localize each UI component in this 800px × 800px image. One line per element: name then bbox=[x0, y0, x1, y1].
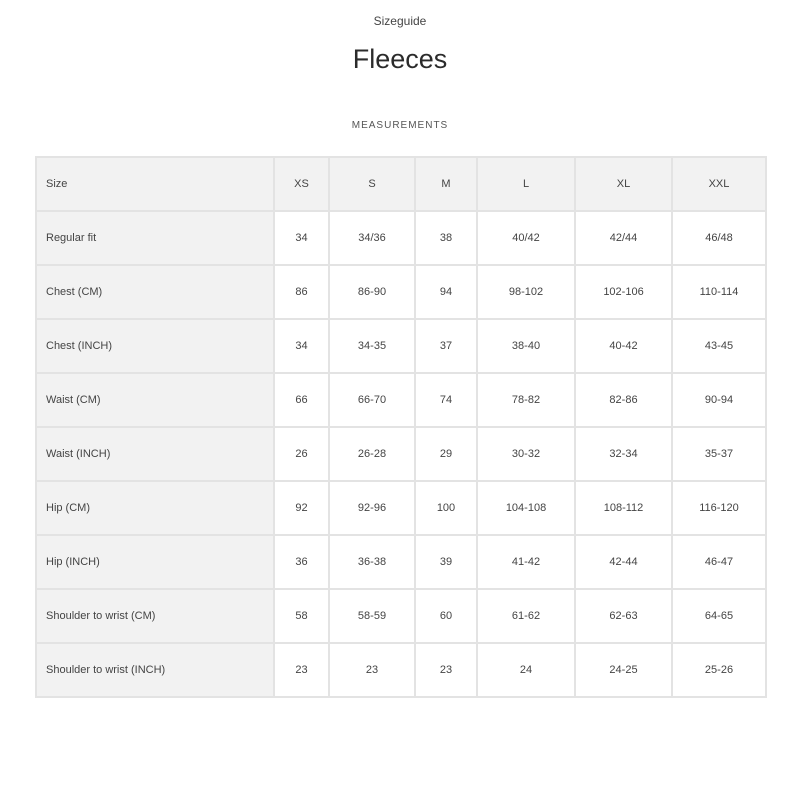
row-label: Waist (CM) bbox=[36, 373, 274, 427]
table-cell: 23 bbox=[415, 643, 477, 697]
size-header-m: M bbox=[415, 157, 477, 211]
table-row bbox=[36, 427, 766, 481]
table-cell: 41-42 bbox=[477, 535, 575, 589]
table-cell: 46-47 bbox=[672, 535, 766, 589]
table-row bbox=[36, 643, 766, 697]
table-cell: 39 bbox=[415, 535, 477, 589]
table-cell: 60 bbox=[415, 589, 477, 643]
table-cell: 34/36 bbox=[329, 211, 415, 265]
table-row bbox=[36, 589, 766, 643]
size-table bbox=[35, 156, 767, 698]
row-label: Shoulder to wrist (INCH) bbox=[36, 643, 274, 697]
table-row bbox=[36, 265, 766, 319]
table-cell: 100 bbox=[415, 481, 477, 535]
table-cell: 38-40 bbox=[477, 319, 575, 373]
table-cell: 32-34 bbox=[575, 427, 672, 481]
table-cell: 30-32 bbox=[477, 427, 575, 481]
table-cell: 66-70 bbox=[329, 373, 415, 427]
row-label: Waist (INCH) bbox=[36, 427, 274, 481]
row-label: Chest (CM) bbox=[36, 265, 274, 319]
table-cell: 26-28 bbox=[329, 427, 415, 481]
table-row bbox=[36, 211, 766, 265]
table-cell: 74 bbox=[415, 373, 477, 427]
table-cell: 38 bbox=[415, 211, 477, 265]
table-cell: 36 bbox=[274, 535, 329, 589]
table-header-row bbox=[36, 157, 766, 211]
table-cell: 42/44 bbox=[575, 211, 672, 265]
table-cell: 43-45 bbox=[672, 319, 766, 373]
table-cell: 92-96 bbox=[329, 481, 415, 535]
page-title: Fleeces bbox=[352, 44, 448, 74]
table-cell: 46/48 bbox=[672, 211, 766, 265]
size-header-xl: XL bbox=[575, 157, 672, 211]
size-header-xxl: XXL bbox=[672, 157, 766, 211]
row-label: Hip (INCH) bbox=[36, 535, 274, 589]
table-cell: 90-94 bbox=[672, 373, 766, 427]
table-cell: 64-65 bbox=[672, 589, 766, 643]
table-cell: 116-120 bbox=[672, 481, 766, 535]
table-cell: 25-26 bbox=[672, 643, 766, 697]
table-cell: 24-25 bbox=[575, 643, 672, 697]
table-cell: 102-106 bbox=[575, 265, 672, 319]
table-cell: 29 bbox=[415, 427, 477, 481]
table-cell: 42-44 bbox=[575, 535, 672, 589]
table-cell: 86-90 bbox=[329, 265, 415, 319]
table-cell: 86 bbox=[274, 265, 329, 319]
table-row bbox=[36, 319, 766, 373]
table-cell: 34 bbox=[274, 319, 329, 373]
table-cell: 62-63 bbox=[575, 589, 672, 643]
table-cell: 24 bbox=[477, 643, 575, 697]
sizeguide-eyebrow: Sizeguide bbox=[373, 14, 427, 28]
row-label: Shoulder to wrist (CM) bbox=[36, 589, 274, 643]
table-cell: 98-102 bbox=[477, 265, 575, 319]
table-cell: 35-37 bbox=[672, 427, 766, 481]
table-row bbox=[36, 535, 766, 589]
table-cell: 94 bbox=[415, 265, 477, 319]
table-cell: 26 bbox=[274, 427, 329, 481]
table-cell: 37 bbox=[415, 319, 477, 373]
measurements-heading: MEASUREMENTS bbox=[351, 120, 449, 131]
table-row bbox=[36, 481, 766, 535]
size-table-body bbox=[36, 157, 766, 697]
table-row bbox=[36, 373, 766, 427]
table-cell: 58 bbox=[274, 589, 329, 643]
table-cell: 40-42 bbox=[575, 319, 672, 373]
table-cell: 108-112 bbox=[575, 481, 672, 535]
table-cell: 104-108 bbox=[477, 481, 575, 535]
table-cell: 82-86 bbox=[575, 373, 672, 427]
table-cell: 40/42 bbox=[477, 211, 575, 265]
row-label: Hip (CM) bbox=[36, 481, 274, 535]
size-header-l: L bbox=[477, 157, 575, 211]
table-cell: 58-59 bbox=[329, 589, 415, 643]
table-cell: 61-62 bbox=[477, 589, 575, 643]
row-label: Chest (INCH) bbox=[36, 319, 274, 373]
table-cell: 34-35 bbox=[329, 319, 415, 373]
table-cell: 36-38 bbox=[329, 535, 415, 589]
table-cell: 66 bbox=[274, 373, 329, 427]
table-cell: 23 bbox=[329, 643, 415, 697]
size-header-xs: XS bbox=[274, 157, 329, 211]
size-header-s: S bbox=[329, 157, 415, 211]
corner-label: Size bbox=[36, 157, 274, 211]
row-label: Regular fit bbox=[36, 211, 274, 265]
table-cell: 23 bbox=[274, 643, 329, 697]
table-cell: 92 bbox=[274, 481, 329, 535]
table-cell: 34 bbox=[274, 211, 329, 265]
table-cell: 110-114 bbox=[672, 265, 766, 319]
table-cell: 78-82 bbox=[477, 373, 575, 427]
